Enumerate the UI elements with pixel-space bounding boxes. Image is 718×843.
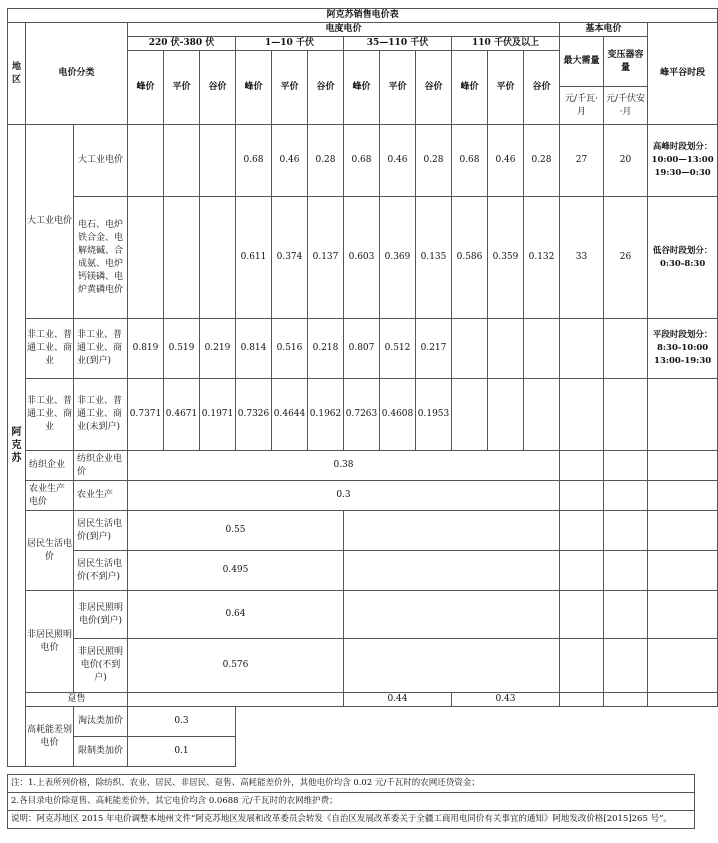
region-header: 地区	[8, 23, 26, 125]
demand-cell	[560, 481, 604, 511]
price-cell: 0.807	[344, 319, 380, 379]
wholesale-label: 趸售	[26, 693, 128, 707]
price-cell	[488, 319, 524, 379]
transformer-cell	[604, 379, 648, 451]
price-table	[7, 8, 718, 767]
level-header: 220 伏-380 伏	[128, 37, 236, 51]
row-group-label: 纺织企业	[26, 451, 74, 481]
valley-header: 谷价	[524, 51, 560, 125]
price-cell: 0.1962	[308, 379, 344, 451]
transformer-cell	[604, 319, 648, 379]
level-header: 35—110 千伏	[344, 37, 452, 51]
peak-header: 峰价	[236, 51, 272, 125]
flat-header: 平价	[164, 51, 200, 125]
price-cell	[164, 125, 200, 197]
price-cell: 0.218	[308, 319, 344, 379]
price-cell: 0.586	[452, 197, 488, 319]
level-header: 1—10 千伏	[236, 37, 344, 51]
demand-cell	[560, 319, 604, 379]
price-cell: 0.68	[236, 125, 272, 197]
blank-area	[560, 707, 718, 737]
price-cell: 0.611	[236, 197, 272, 319]
demand-cell	[560, 379, 604, 451]
price-cell: 0.28	[308, 125, 344, 197]
price-cell: 0.369	[380, 197, 416, 319]
demand-cell	[560, 591, 604, 639]
level-header: 110 千伏及以上	[452, 37, 560, 51]
merged-price-cell: 0.1	[128, 737, 236, 767]
peak-header: 峰价	[344, 51, 380, 125]
price-cell	[200, 197, 236, 319]
period-cell	[648, 511, 718, 551]
price-cell: 0.4608	[380, 379, 416, 451]
merged-price-cell: 0.3	[128, 707, 236, 737]
demand-cell	[560, 451, 604, 481]
row-label: 淘汰类加价	[74, 707, 128, 737]
row-label: 电石、电炉铁合金、电解烧碱、合成氨、电炉钙镁磷、电炉黄磷电价	[74, 197, 128, 319]
row-group-label: 非工业、普通工业、商业	[26, 319, 74, 379]
peak-header: 峰价	[128, 51, 164, 125]
row-label: 非工业、普通工业、商业(到户)	[74, 319, 128, 379]
table-title: 阿克苏销售电价表	[8, 9, 718, 23]
row-label: 非居民照明电价(不到户)	[74, 639, 128, 693]
price-cell: 0.219	[200, 319, 236, 379]
wholesale-price: 0.44	[344, 693, 452, 707]
price-cell: 0.519	[164, 319, 200, 379]
merged-price-cell: 0.495	[128, 551, 344, 591]
merged-price-cell: 0.64	[128, 591, 344, 639]
peak-valley-header: 峰平谷时段	[648, 23, 718, 125]
flat-header: 平价	[488, 51, 524, 125]
demand-cell: 33	[560, 197, 604, 319]
price-cell: 0.46	[272, 125, 308, 197]
row-label: 居民生活电价(不到户)	[74, 551, 128, 591]
transformer-cell	[604, 481, 648, 511]
note-1: 注：1.上表所列价格，除纺织、农业、居民、非居民、趸售、高耗能差价外，其他电价均含 0.02 元/千瓦时的农网还贷资金；	[7, 774, 695, 793]
price-cell: 0.4671	[164, 379, 200, 451]
price-cell	[452, 379, 488, 451]
blank-area	[236, 737, 560, 767]
row-group-label: 非居民照明电价	[26, 591, 74, 693]
row-group-label: 非工业、普通工业、商业	[26, 379, 74, 451]
row-label: 非工业、普通工业、商业(未到户)	[74, 379, 128, 451]
empty-cell	[344, 591, 560, 639]
price-cell	[128, 197, 164, 319]
demand-cell	[560, 693, 604, 707]
row-label: 农业生产	[74, 481, 128, 511]
period-cell	[648, 481, 718, 511]
price-cell: 0.4644	[272, 379, 308, 451]
transformer-cell: 26	[604, 197, 648, 319]
row-group-label: 居民生活电价	[26, 511, 74, 591]
row-label: 非居民照明电价(到户)	[74, 591, 128, 639]
price-cell	[524, 319, 560, 379]
note-explanation: 说明：阿克苏地区 2015 年电价调整本地州文件“阿克苏地区发展和改革委员会转发《自治区发展改革委关于全疆工商用电同价有关事宜的通知》阿地发改价格[2015]265 号”。	[7, 811, 695, 829]
merged-price-cell: 0.3	[128, 481, 560, 511]
price-cell	[524, 379, 560, 451]
price-cell: 0.512	[380, 319, 416, 379]
price-cell: 0.819	[128, 319, 164, 379]
transformer-cell	[604, 451, 648, 481]
transformer-cell	[604, 693, 648, 707]
row-label: 限制类加价	[74, 737, 128, 767]
merged-price-cell: 0.55	[128, 511, 344, 551]
demand-cell	[560, 639, 604, 693]
row-group-label: 高耗能差别电价	[26, 707, 74, 767]
empty-cell	[344, 551, 560, 591]
period-cell	[648, 693, 718, 707]
row-label: 纺织企业电价	[74, 451, 128, 481]
basic-price-header: 基本电价	[560, 23, 648, 37]
transformer-cell	[604, 551, 648, 591]
merged-price-cell: 0.38	[128, 451, 560, 481]
price-cell: 0.68	[344, 125, 380, 197]
period-cell	[648, 379, 718, 451]
price-cell	[488, 379, 524, 451]
wholesale-price: 0.43	[452, 693, 560, 707]
price-cell: 0.137	[308, 197, 344, 319]
demand-cell: 27	[560, 125, 604, 197]
period-cell	[648, 451, 718, 481]
price-cell	[452, 319, 488, 379]
price-cell: 0.814	[236, 319, 272, 379]
price-cell: 0.7371	[128, 379, 164, 451]
price-cell: 0.132	[524, 197, 560, 319]
price-cell: 0.135	[416, 197, 452, 319]
transformer-cell	[604, 639, 648, 693]
region-cell: 阿克苏	[8, 125, 26, 767]
max-demand-header: 最大需量	[560, 37, 604, 87]
flat-header: 平价	[272, 51, 308, 125]
valley-header: 谷价	[308, 51, 344, 125]
price-cell: 0.28	[524, 125, 560, 197]
price-cell: 0.46	[488, 125, 524, 197]
valley-period-note: 低谷时段划分：0:30-8:30	[648, 197, 718, 319]
empty-cell	[344, 639, 560, 693]
unit-demand: 元/千瓦·月	[560, 87, 604, 125]
price-cell: 0.374	[272, 197, 308, 319]
price-cell: 0.516	[272, 319, 308, 379]
price-cell: 0.359	[488, 197, 524, 319]
valley-header: 谷价	[200, 51, 236, 125]
price-cell: 0.68	[452, 125, 488, 197]
period-cell	[648, 639, 718, 693]
price-cell: 0.7326	[236, 379, 272, 451]
notes-section	[7, 774, 695, 829]
peak-header: 峰价	[452, 51, 488, 125]
price-cell	[164, 197, 200, 319]
note-2: 2.各目录电价除趸售、高耗能差价外，其它电价均含 0.0688 元/千瓦时的农网维护费；	[7, 793, 695, 811]
valley-header: 谷价	[416, 51, 452, 125]
transformer-header: 变压器容量	[604, 37, 648, 87]
empty-cell	[128, 693, 344, 707]
price-cell: 0.28	[416, 125, 452, 197]
flat-header: 平价	[380, 51, 416, 125]
price-cell: 0.7263	[344, 379, 380, 451]
transformer-cell: 20	[604, 125, 648, 197]
transformer-cell	[604, 591, 648, 639]
empty-cell	[344, 511, 560, 551]
price-cell	[128, 125, 164, 197]
peak-period-note: 高峰时段划分：10:00—13:00 19:30—0:30	[648, 125, 718, 197]
demand-cell	[560, 511, 604, 551]
price-cell: 0.217	[416, 319, 452, 379]
flat-period-note: 平段时段划分：8:30-10:00 13:00-19:30	[648, 319, 718, 379]
unit-transformer: 元/千伏安·月	[604, 87, 648, 125]
merged-price-cell: 0.576	[128, 639, 344, 693]
demand-cell	[560, 551, 604, 591]
blank-area	[236, 707, 560, 737]
row-group-label: 大工业电价	[26, 125, 74, 319]
energy-price-header: 电度电价	[128, 23, 560, 37]
period-cell	[648, 591, 718, 639]
blank-area	[560, 737, 718, 767]
price-cell: 0.1971	[200, 379, 236, 451]
price-cell: 0.603	[344, 197, 380, 319]
price-cell: 0.46	[380, 125, 416, 197]
price-cell: 0.1953	[416, 379, 452, 451]
period-cell	[648, 551, 718, 591]
row-label: 大工业电价	[74, 125, 128, 197]
row-label: 居民生活电价(到户)	[74, 511, 128, 551]
category-header: 电价分类	[26, 23, 128, 125]
price-cell	[200, 125, 236, 197]
transformer-cell	[604, 511, 648, 551]
row-group-label: 农业生产电价	[26, 481, 74, 511]
